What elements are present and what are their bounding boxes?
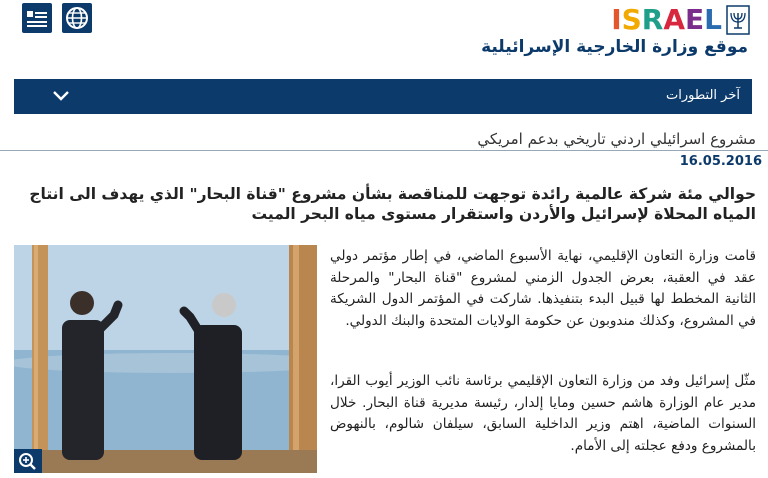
site-title[interactable]: موقع وزارة الخارجية الإسرائيلية — [481, 37, 748, 57]
globe-icon — [62, 3, 92, 33]
list-menu-button[interactable] — [22, 3, 52, 33]
photo-scene — [14, 245, 317, 473]
zoom-in-icon — [14, 449, 42, 473]
divider — [0, 150, 768, 151]
logo-letter: S — [621, 3, 642, 36]
article-paragraph: قامت وزارة التعاون الإقليمي، نهاية الأسبوع الماضي، في إطار مؤتمر دولي عقد في العقبة، بعرض الجدول الزمني لمشروع "قناة البحار" والمرحلة الثانية المخطط لها قبيل البدء بتنفيذها. شاركت في المؤتمر الدول الشريكة في المشروع، وكذلك مندوبون عن حكومة الولايات المتحدة والبنك الدولي. — [330, 248, 756, 329]
chevron-down-icon — [52, 88, 70, 104]
latest-news-label: آخر التطورات — [666, 88, 740, 103]
language-button[interactable] — [62, 3, 92, 33]
article-photo[interactable] — [14, 245, 317, 473]
logo-letter: E — [685, 3, 705, 36]
article-date: 16.05.2016 — [679, 154, 762, 169]
article-headline: حوالي مئة شركة عالمية رائدة توجهت للمناقصة بشأن مشروع "قناة البحار" الذي يهدف الى انتاج المياه المحلاة لإسرائيل والأردن واستقرار مستوى مياه البحر الميت — [29, 185, 756, 223]
latest-news-dropdown[interactable] — [14, 79, 752, 114]
zoom-button[interactable] — [14, 449, 42, 473]
menorah-emblem-icon — [726, 5, 750, 35]
logo-letter: R — [641, 3, 664, 36]
article-paragraph: مثّل إسرائيل وفد من وزارة التعاون الإقليمي برئاسة نائب الوزير أيوب القرا، مدير عام الوزارة هاشم حسين ومايا إلدار، رئيسة مديرية قناة البحار. خلال السنوات الماضية، اهتم وزير الداخلية السابق، سيلفان شالوم، بالنهوض بالمشروع ودفع عجلته إلى الأمام. — [330, 373, 756, 454]
breadcrumb[interactable]: مشروع اسرائيلي اردني تاريخي بدعم امريكي — [477, 130, 756, 148]
logo-letter: A — [663, 3, 686, 36]
logo-letter: I — [611, 3, 622, 36]
logo-letter: L — [704, 3, 722, 36]
israel-logo[interactable] — [611, 4, 750, 36]
list-icon — [22, 3, 52, 33]
